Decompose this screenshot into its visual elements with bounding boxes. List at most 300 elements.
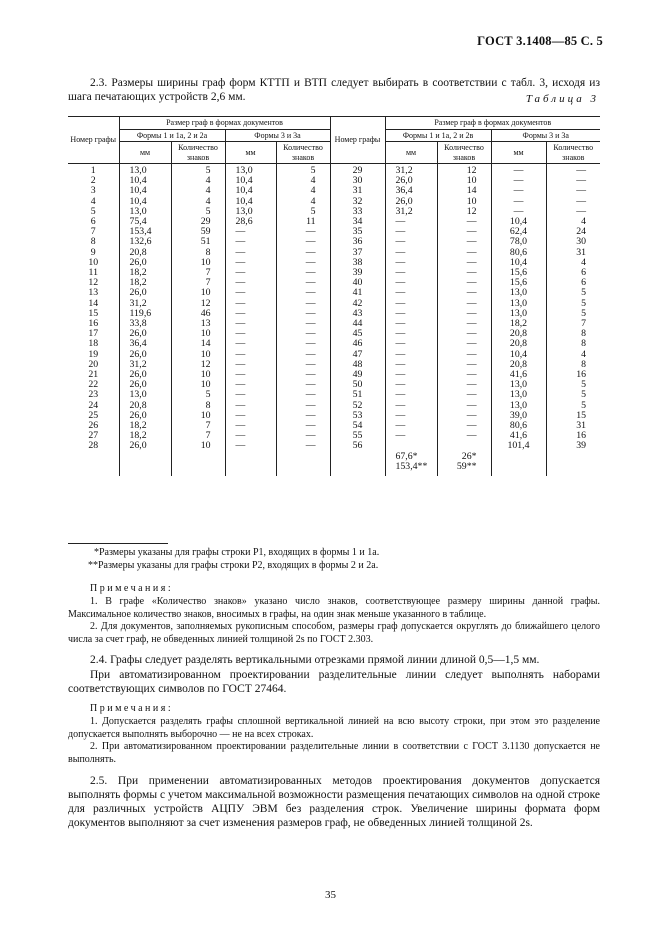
cell-count: 5 <box>276 207 330 217</box>
cell-mm: 10,4 <box>491 258 546 268</box>
cell-count <box>171 462 225 476</box>
cell-count: — <box>546 197 600 207</box>
cell-num: 19 <box>68 350 119 360</box>
cell-count: 4 <box>171 186 225 196</box>
cell-count: — <box>276 309 330 319</box>
cell-num: 5 <box>68 207 119 217</box>
cell-count: 5 <box>546 299 600 309</box>
header-count: Количество знаков <box>276 142 330 164</box>
header-mm: мм <box>491 142 546 164</box>
cell-mm: — <box>225 248 276 258</box>
cell-count: — <box>437 288 491 298</box>
cell-count: — <box>276 441 330 451</box>
cell-mm: — <box>385 268 437 278</box>
cell-num: 43 <box>330 309 385 319</box>
cell-num: 20 <box>68 360 119 370</box>
cell-count: — <box>437 411 491 421</box>
cell-mm: 26,0 <box>119 329 171 339</box>
cell-mm: 13,0 <box>491 288 546 298</box>
cell-count: — <box>437 390 491 400</box>
cell-mm: 31,2 <box>119 299 171 309</box>
cell-mm: — <box>385 217 437 227</box>
footnote-1: *Размеры указаны для графы строки Р1, входящих в формы 1 и 1а. <box>94 547 380 558</box>
cell-count: 14 <box>437 186 491 196</box>
header-group-right: Размер граф в формах документов <box>385 117 600 130</box>
cell-mm: 26,0 <box>119 380 171 390</box>
cell-count: — <box>546 176 600 186</box>
cell-count: — <box>276 237 330 247</box>
cell-mm: — <box>385 258 437 268</box>
cell-count: — <box>276 401 330 411</box>
cell-mm: 67,6* <box>385 452 437 462</box>
cell-mm: 20,8 <box>119 248 171 258</box>
cell-mm: — <box>491 207 546 217</box>
cell-num: 16 <box>68 319 119 329</box>
header-group-left: Размер граф в формах документов <box>119 117 330 130</box>
cell-mm: 31,2 <box>385 164 437 177</box>
cell-mm <box>119 462 171 476</box>
cell-mm: 15,6 <box>491 278 546 288</box>
cell-count: 8 <box>546 329 600 339</box>
cell-count: — <box>276 421 330 431</box>
cell-mm: — <box>491 197 546 207</box>
cell-count: — <box>276 299 330 309</box>
cell-mm: — <box>225 370 276 380</box>
cell-mm: 13,0 <box>491 299 546 309</box>
cell-mm: 36,4 <box>385 186 437 196</box>
cell-count: 5 <box>546 390 600 400</box>
cell-mm: — <box>385 390 437 400</box>
cell-mm: 80,6 <box>491 248 546 258</box>
cell-count <box>546 452 600 462</box>
paragraph-2-3: 2.3. Размеры ширины граф форм КТТП и ВТП следует выбирать в соответствии с табл. 3, исходя из шага печатающих устройств 2,6 мм. <box>68 77 600 103</box>
cell-count: 10 <box>171 380 225 390</box>
data-table <box>68 116 600 476</box>
cell-mm: — <box>385 421 437 431</box>
cell-num: 55 <box>330 431 385 441</box>
header-forms-b-right: Формы 3 и 3а <box>491 129 600 142</box>
cell-count: 4 <box>276 186 330 196</box>
page-header: ГОСТ 3.1408—85 С. 5 <box>477 34 603 48</box>
cell-count: — <box>276 360 330 370</box>
cell-count: 10 <box>171 288 225 298</box>
cell-count: — <box>546 164 600 177</box>
footnote-2: **Размеры указаны для графы строки Р2, входящих в формы 2 и 2а. <box>88 560 379 571</box>
cell-mm: — <box>225 329 276 339</box>
cell-num <box>330 452 385 462</box>
header-num-right: Номер графы <box>330 117 385 164</box>
cell-num: 2 <box>68 176 119 186</box>
cell-count: — <box>276 248 330 258</box>
cell-count: 14 <box>171 339 225 349</box>
cell-mm: 18,2 <box>491 319 546 329</box>
cell-mm: — <box>385 319 437 329</box>
header-count: Количество знаков <box>171 142 225 164</box>
cell-mm: 78,0 <box>491 237 546 247</box>
cell-mm: 20,8 <box>491 329 546 339</box>
cell-num <box>68 452 119 462</box>
cell-mm: 153,4** <box>385 462 437 476</box>
cell-mm: — <box>225 237 276 247</box>
cell-num: 48 <box>330 360 385 370</box>
cell-mm: 10,4 <box>119 197 171 207</box>
cell-count: 4 <box>276 176 330 186</box>
cell-num: 12 <box>68 278 119 288</box>
cell-num: 6 <box>68 217 119 227</box>
cell-count: — <box>437 370 491 380</box>
cell-mm: — <box>491 186 546 196</box>
cell-mm: 10,4 <box>491 350 546 360</box>
cell-mm: — <box>225 288 276 298</box>
cell-count: 10 <box>171 411 225 421</box>
cell-count: 10 <box>171 258 225 268</box>
cell-mm <box>491 452 546 462</box>
cell-count: 12 <box>437 207 491 217</box>
cell-mm: — <box>385 401 437 411</box>
cell-num: 29 <box>330 164 385 177</box>
cell-mm: 26,0 <box>119 370 171 380</box>
cell-mm: — <box>385 350 437 360</box>
cell-count: 4 <box>546 350 600 360</box>
cell-num: 37 <box>330 248 385 258</box>
cell-mm: 26,0 <box>119 258 171 268</box>
cell-count: — <box>546 207 600 217</box>
cell-mm: — <box>385 299 437 309</box>
cell-mm: 18,2 <box>119 431 171 441</box>
cell-mm: 62,4 <box>491 227 546 237</box>
cell-count: 10 <box>171 370 225 380</box>
cell-mm: 13,0 <box>119 207 171 217</box>
cell-count: 4 <box>546 217 600 227</box>
header-forms-b-left: Формы 3 и 3а <box>225 129 330 142</box>
cell-mm: 10,4 <box>119 176 171 186</box>
cell-num: 54 <box>330 421 385 431</box>
header-mm: мм <box>119 142 171 164</box>
cell-count: 26* <box>437 452 491 462</box>
cell-mm: — <box>385 278 437 288</box>
cell-count: 5 <box>276 164 330 177</box>
cell-count: — <box>276 329 330 339</box>
notes-1-item-1: 1. В графе «Количество знаков» указано число знаков, соответствующее размеру ширины данной графы. Максимальное количество знаков, вносимых в графы, на один знак меньше указанного в таблице. <box>68 596 600 620</box>
cell-mm: 28,6 <box>225 217 276 227</box>
paragraph-2-5: 2.5. При применении автоматизированных методов проектирования документов допускается выполнять формы с учетом максимальной возможности размещения печатающих символов на одной строке для различных устройств АЦПУ ЭВМ без разделения строк. Увеличение ширины формата форм документов выполняют за счет изменения размеров граф, не обведенных линией толщиной 2s. <box>68 775 600 829</box>
cell-num: 30 <box>330 176 385 186</box>
cell-mm: — <box>385 309 437 319</box>
cell-num <box>330 462 385 476</box>
cell-mm <box>225 462 276 476</box>
cell-count: 13 <box>171 319 225 329</box>
cell-count: — <box>276 227 330 237</box>
cell-mm: 13,0 <box>119 390 171 400</box>
cell-mm: 26,0 <box>385 176 437 186</box>
cell-num: 38 <box>330 258 385 268</box>
cell-count: — <box>437 421 491 431</box>
cell-count <box>546 462 600 476</box>
cell-count: 5 <box>171 164 225 177</box>
cell-count: 51 <box>171 237 225 247</box>
cell-num: 8 <box>68 237 119 247</box>
header-forms-a-left: Формы 1 и 1а, 2 и 2а <box>119 129 225 142</box>
cell-count: — <box>437 217 491 227</box>
cell-mm: 20,8 <box>491 339 546 349</box>
cell-num: 36 <box>330 237 385 247</box>
cell-mm: 10,4 <box>225 176 276 186</box>
cell-num: 41 <box>330 288 385 298</box>
cell-mm: — <box>225 278 276 288</box>
cell-num: 27 <box>68 431 119 441</box>
cell-count: 8 <box>171 248 225 258</box>
cell-mm: 13,0 <box>491 309 546 319</box>
table-row <box>68 452 600 462</box>
cell-count: 10 <box>171 329 225 339</box>
cell-mm: — <box>385 411 437 421</box>
cell-mm: 31,2 <box>385 207 437 217</box>
cell-mm: 13,0 <box>491 380 546 390</box>
cell-mm: — <box>225 390 276 400</box>
cell-num: 46 <box>330 339 385 349</box>
cell-num: 50 <box>330 380 385 390</box>
cell-count: — <box>437 227 491 237</box>
cell-mm: — <box>385 227 437 237</box>
cell-num: 1 <box>68 164 119 177</box>
cell-count: 5 <box>171 390 225 400</box>
cell-mm: 26,0 <box>119 350 171 360</box>
cell-count: 6 <box>546 278 600 288</box>
notes-2-title: Примечания: <box>90 703 174 714</box>
cell-mm: 18,2 <box>119 268 171 278</box>
cell-num: 21 <box>68 370 119 380</box>
cell-count: — <box>437 380 491 390</box>
cell-num: 35 <box>330 227 385 237</box>
cell-count: — <box>437 268 491 278</box>
header-num-left: Номер графы <box>68 117 119 164</box>
cell-count: 16 <box>546 431 600 441</box>
cell-mm: 36,4 <box>119 339 171 349</box>
cell-num: 3 <box>68 186 119 196</box>
cell-mm: 33,8 <box>119 319 171 329</box>
cell-mm: — <box>225 441 276 451</box>
cell-mm: — <box>225 227 276 237</box>
cell-count: — <box>437 237 491 247</box>
cell-count: 59** <box>437 462 491 476</box>
cell-count: — <box>276 431 330 441</box>
cell-num: 33 <box>330 207 385 217</box>
cell-count: 12 <box>171 299 225 309</box>
cell-count: 8 <box>171 401 225 411</box>
table-body <box>68 164 600 477</box>
cell-count: 4 <box>171 197 225 207</box>
cell-count: 24 <box>546 227 600 237</box>
cell-count: 7 <box>171 421 225 431</box>
cell-count <box>276 462 330 476</box>
cell-count: — <box>437 309 491 319</box>
cell-count: 15 <box>546 411 600 421</box>
cell-mm: — <box>225 421 276 431</box>
cell-count: — <box>276 319 330 329</box>
cell-num: 56 <box>330 441 385 451</box>
cell-mm: 15,6 <box>491 268 546 278</box>
header-mm: мм <box>385 142 437 164</box>
cell-count: 11 <box>276 217 330 227</box>
cell-mm: — <box>385 360 437 370</box>
header-count: Количество знаков <box>437 142 491 164</box>
cell-count: — <box>276 350 330 360</box>
cell-count: 12 <box>171 360 225 370</box>
cell-mm: 31,2 <box>119 360 171 370</box>
cell-mm: — <box>385 288 437 298</box>
cell-num: 23 <box>68 390 119 400</box>
cell-count: — <box>276 411 330 421</box>
cell-count: 10 <box>171 350 225 360</box>
cell-mm: — <box>225 339 276 349</box>
cell-num: 25 <box>68 411 119 421</box>
cell-mm: 10,4 <box>225 197 276 207</box>
cell-mm: 41,6 <box>491 431 546 441</box>
cell-count: 6 <box>546 268 600 278</box>
cell-mm: 10,4 <box>119 186 171 196</box>
cell-count: 30 <box>546 237 600 247</box>
cell-mm: 10,4 <box>225 186 276 196</box>
cell-mm: 39,0 <box>491 411 546 421</box>
cell-num: 15 <box>68 309 119 319</box>
cell-count: 12 <box>437 164 491 177</box>
cell-count <box>171 452 225 462</box>
cell-num: 24 <box>68 401 119 411</box>
cell-count: 8 <box>546 339 600 349</box>
cell-mm: — <box>385 370 437 380</box>
cell-mm: 13,0 <box>491 390 546 400</box>
footnote-rule <box>68 543 168 544</box>
cell-count: — <box>437 431 491 441</box>
header-forms-a-right: Формы 1 и 1а, 2 и 2в <box>385 129 491 142</box>
cell-count: 39 <box>546 441 600 451</box>
header-mm: мм <box>225 142 276 164</box>
cell-count: — <box>437 319 491 329</box>
cell-count: 7 <box>171 431 225 441</box>
cell-mm: 101,4 <box>491 441 546 451</box>
cell-mm: 41,6 <box>491 370 546 380</box>
paragraph-2-4-continued: При автоматизированном проектировании разделительные линии следует выполнять наборами соответствующих символов по ГОСТ 27464. <box>68 669 600 695</box>
cell-num: 4 <box>68 197 119 207</box>
cell-num: 42 <box>330 299 385 309</box>
cell-mm: — <box>385 237 437 247</box>
cell-num: 13 <box>68 288 119 298</box>
cell-mm: — <box>491 176 546 186</box>
cell-count: 7 <box>546 319 600 329</box>
notes-1-title: Примечания: <box>90 583 174 594</box>
cell-mm: 13,0 <box>225 164 276 177</box>
cell-num: 28 <box>68 441 119 451</box>
table-caption: Таблица 3 <box>525 93 599 105</box>
cell-mm: 13,0 <box>225 207 276 217</box>
cell-mm: 10,4 <box>491 217 546 227</box>
cell-mm: 13,0 <box>119 164 171 177</box>
cell-num: 44 <box>330 319 385 329</box>
cell-mm: — <box>225 401 276 411</box>
cell-num: 17 <box>68 329 119 339</box>
cell-mm: — <box>225 431 276 441</box>
cell-count: — <box>276 258 330 268</box>
cell-count: — <box>276 278 330 288</box>
cell-num: 11 <box>68 268 119 278</box>
cell-mm: 18,2 <box>119 278 171 288</box>
cell-mm: 132,6 <box>119 237 171 247</box>
cell-count: — <box>437 329 491 339</box>
cell-count: 5 <box>546 380 600 390</box>
cell-count: — <box>437 401 491 411</box>
cell-mm <box>491 462 546 476</box>
table-row <box>68 462 600 476</box>
cell-num: 51 <box>330 390 385 400</box>
cell-mm: — <box>225 411 276 421</box>
cell-mm: — <box>225 258 276 268</box>
cell-mm: — <box>385 380 437 390</box>
cell-mm <box>225 452 276 462</box>
cell-count: — <box>437 248 491 258</box>
cell-num: 9 <box>68 248 119 258</box>
table-row <box>68 441 600 451</box>
cell-count: 10 <box>171 441 225 451</box>
cell-count: 31 <box>546 248 600 258</box>
cell-mm: 18,2 <box>119 421 171 431</box>
cell-count: 7 <box>171 268 225 278</box>
cell-count: — <box>276 339 330 349</box>
cell-count: 8 <box>546 360 600 370</box>
cell-mm: 20,8 <box>491 360 546 370</box>
cell-mm: — <box>385 339 437 349</box>
cell-mm: 26,0 <box>119 411 171 421</box>
cell-mm: — <box>385 329 437 339</box>
cell-num: 40 <box>330 278 385 288</box>
cell-num: 26 <box>68 421 119 431</box>
cell-count: 29 <box>171 217 225 227</box>
cell-count: — <box>437 278 491 288</box>
cell-count: 5 <box>171 207 225 217</box>
cell-num: 7 <box>68 227 119 237</box>
cell-num: 39 <box>330 268 385 278</box>
cell-count: 16 <box>546 370 600 380</box>
cell-count: — <box>276 268 330 278</box>
cell-mm: — <box>225 380 276 390</box>
cell-count: 5 <box>546 288 600 298</box>
cell-mm <box>119 452 171 462</box>
cell-count: 4 <box>546 258 600 268</box>
cell-num: 52 <box>330 401 385 411</box>
cell-count: 4 <box>276 197 330 207</box>
cell-count: — <box>437 339 491 349</box>
cell-count: — <box>276 390 330 400</box>
cell-mm: 26,0 <box>385 197 437 207</box>
cell-count: 5 <box>546 309 600 319</box>
paragraph-2-4: 2.4. Графы следует разделять вертикальными отрезками прямой линии длиной 0,5—1,5 мм. <box>90 654 540 666</box>
page-number: 35 <box>325 889 336 901</box>
cell-mm: 119,6 <box>119 309 171 319</box>
cell-num: 14 <box>68 299 119 309</box>
cell-mm: 26,0 <box>119 288 171 298</box>
notes-2-item-2: 2. При автоматизированном проектировании разделительные линии в соответствии с ГОСТ 3.1130 допускается не выполнять. <box>68 741 600 765</box>
cell-mm: 20,8 <box>119 401 171 411</box>
cell-num: 34 <box>330 217 385 227</box>
cell-mm: — <box>385 431 437 441</box>
cell-count: 31 <box>546 421 600 431</box>
cell-mm: — <box>491 164 546 177</box>
cell-mm: — <box>225 299 276 309</box>
cell-count: 46 <box>171 309 225 319</box>
cell-mm: — <box>225 309 276 319</box>
cell-mm: — <box>225 350 276 360</box>
cell-count: 10 <box>437 197 491 207</box>
cell-count: — <box>276 380 330 390</box>
